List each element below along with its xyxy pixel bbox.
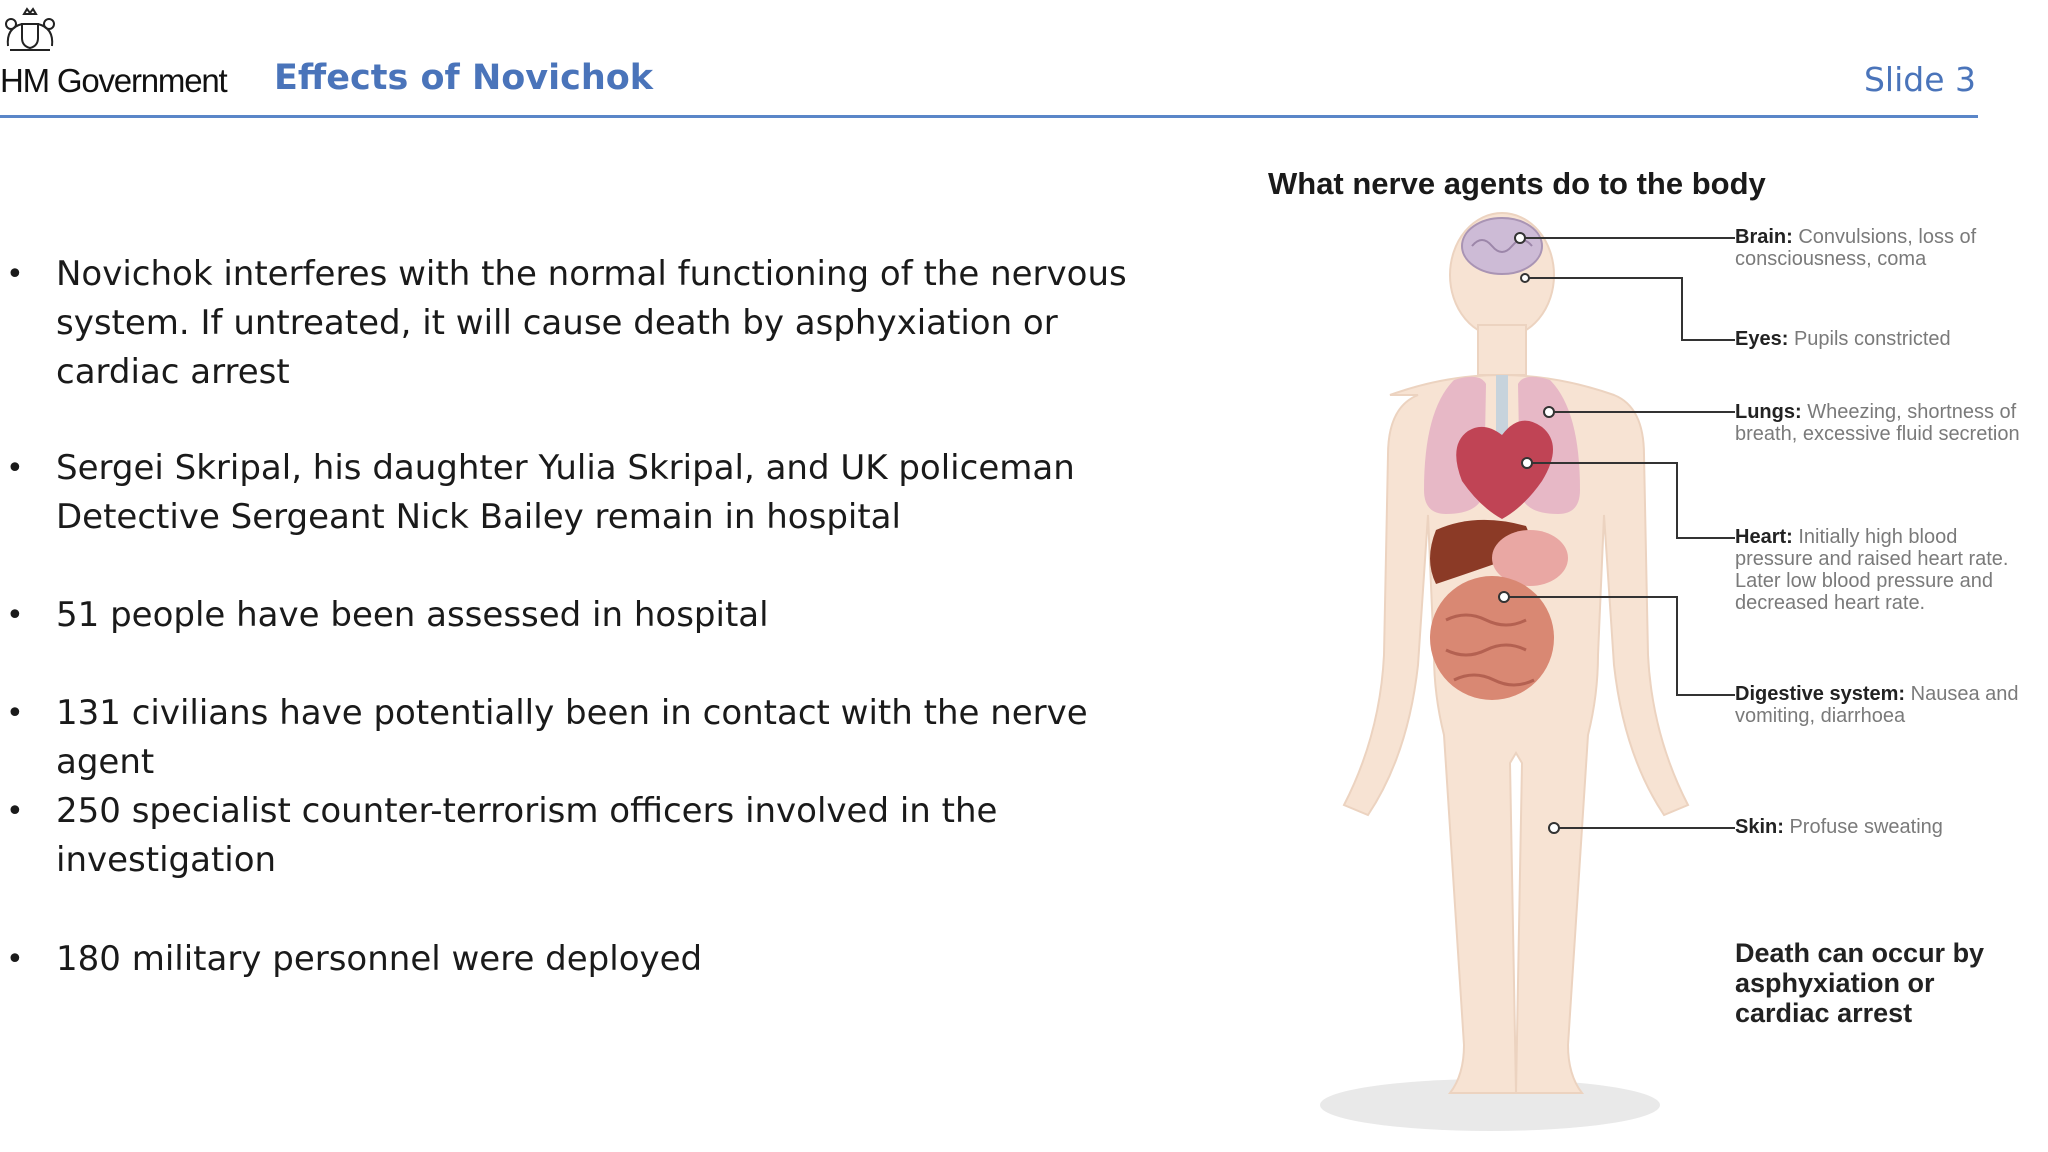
callout-label: Lungs: bbox=[1735, 401, 1802, 423]
bullet-item bbox=[0, 250, 1180, 397]
bullet-text: Novichok interferes with the normal functioning of the nervous system. If untreated, it will cause death by asphyxiation or cardiac arrest bbox=[56, 254, 1127, 392]
bullet-text: 131 civilians have potentially been in contact with the nerve agent bbox=[56, 693, 1088, 782]
callout-label: Skin: bbox=[1735, 816, 1784, 838]
bullet-item bbox=[0, 591, 1180, 640]
bullet-text: 51 people have been assessed in hospital bbox=[56, 595, 769, 635]
human-body-diagram bbox=[1240, 210, 1740, 1150]
callout-text: Wheezing, shortness of breath, excessive fluid secretion bbox=[1735, 401, 2020, 445]
callout-digestive-system bbox=[1735, 683, 2025, 727]
death-note: Death can occur by asphyxiation or cardiac arrest bbox=[1735, 938, 1985, 1028]
callout-text: Pupils constricted bbox=[1793, 328, 1951, 350]
callout-eyes bbox=[1735, 328, 2025, 350]
callout-label: Heart: bbox=[1735, 526, 1793, 548]
callout-text: Convulsions, loss of consciousness, coma bbox=[1735, 226, 1977, 270]
slide-title: Effects of Novichok bbox=[274, 58, 654, 98]
slide-number: Slide 3 bbox=[1863, 60, 1976, 99]
callout-text: Nausea and vomiting, diarrhoea bbox=[1735, 683, 2019, 727]
bullet-marker: • bbox=[6, 794, 24, 829]
bullet-item bbox=[0, 935, 1180, 984]
bullet-marker: • bbox=[6, 598, 24, 633]
callout-brain bbox=[1735, 226, 2025, 270]
bullet-marker: • bbox=[6, 451, 24, 486]
bullet-marker: • bbox=[6, 696, 24, 731]
brain-illustration bbox=[1462, 218, 1542, 274]
callout-text: Profuse sweating bbox=[1789, 816, 1943, 838]
callout-text: Initially high blood pressure and raised heart rate. Later low blood pressure and decreased heart rate. bbox=[1735, 526, 2009, 614]
bullet-text: 250 specialist counter-terrorism officers involved in the investigation bbox=[56, 791, 998, 880]
bullet-marker: • bbox=[6, 942, 24, 977]
callout-heart bbox=[1735, 526, 2025, 614]
callout-label: Digestive system: bbox=[1735, 683, 1906, 705]
figure-title: What nerve agents do to the body bbox=[1268, 166, 1766, 201]
intestines-illustration bbox=[1430, 576, 1554, 700]
callout-skin bbox=[1735, 816, 2025, 838]
callout-label: Brain: bbox=[1735, 226, 1793, 248]
bullet-item bbox=[0, 787, 1180, 885]
bullet-item bbox=[0, 689, 1180, 787]
bullet-text: Sergei Skripal, his daughter Yulia Skripal, and UK policeman Detective Sergeant Nick Bailey remain in hospital bbox=[56, 448, 1075, 537]
bullet-item bbox=[0, 444, 1180, 542]
bullet-marker: • bbox=[6, 257, 24, 292]
bullet-text: 180 military personnel were deployed bbox=[56, 939, 703, 979]
organisation-name: HM Government bbox=[0, 62, 227, 99]
royal-coat-of-arms-icon bbox=[2, 6, 58, 56]
header-divider bbox=[0, 115, 1978, 118]
callout-label: Eyes: bbox=[1735, 328, 1789, 350]
callout-lungs bbox=[1735, 401, 2025, 445]
